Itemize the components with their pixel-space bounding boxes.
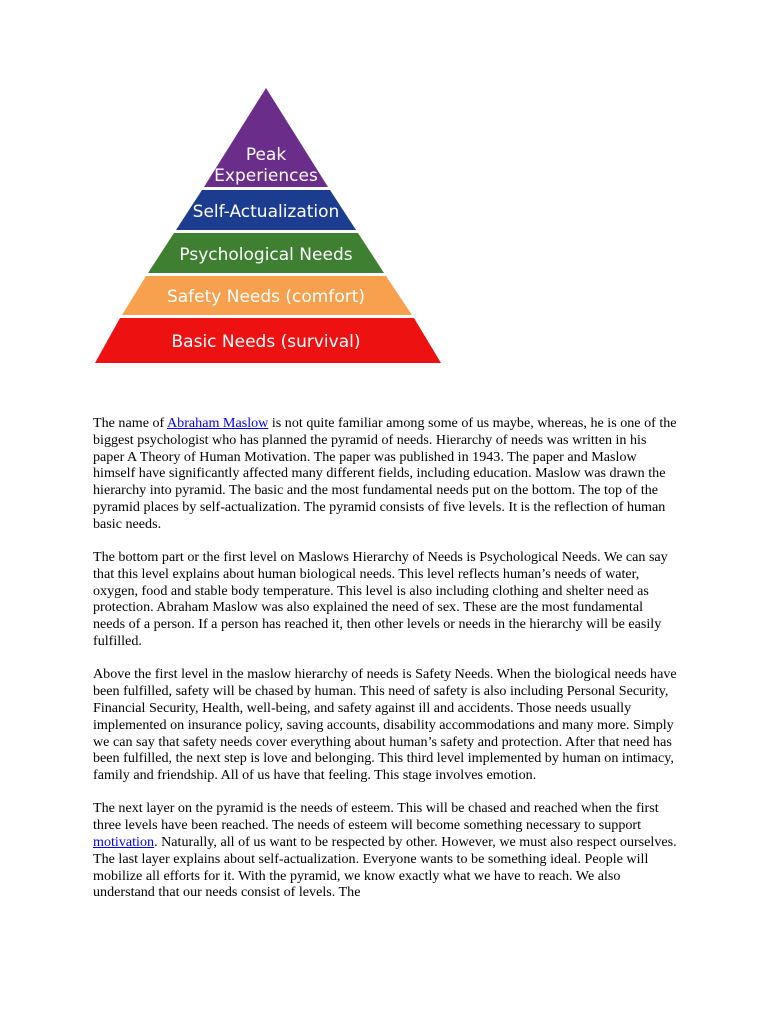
paragraph-intro: [93, 415, 678, 533]
pyramid-label-basic: Basic Needs (survival): [171, 332, 361, 352]
paragraph-psychological-needs: The bottom part or the first level on Maslows Hierarchy of Needs is Psychological Needs. We can say that this level explains about human biological needs. This level reflects human’s needs of water, oxygen, food and stable body temperature. This level is also including clothing and shelter need as protection. Abraham Maslow was also explained the need of sex. These are the most fundamental needs of a person. If a person has reached it, then other levels or needs in the hierarchy will be easily fulfilled.: [93, 549, 668, 650]
pyramid-label-safety: Safety Needs (comfort): [166, 287, 366, 307]
motivation-link[interactable]: motivation: [93, 834, 155, 851]
pyramid-label-peak-line2: Experiences: [214, 166, 318, 186]
abraham-maslow-link[interactable]: Abraham Maslow: [166, 415, 269, 431]
pyramid-label-peak-line1: Peak: [245, 145, 287, 165]
pyramid-label-self-actualization: Self-Actualization: [192, 202, 340, 222]
pyramid-svg: [94, 86, 444, 366]
paragraph-esteem-needs: [93, 800, 678, 901]
paragraph-intro-before: The name of: [93, 415, 167, 431]
article-body: [93, 415, 678, 918]
paragraph-intro-after: is not quite familiar among some of us maybe, whereas, he is one of the biggest psychologist who has planned the pyramid of needs. Hierarchy of needs was written in his paper A Theory of Human Motivation. The paper was published in 1943. The paper and Maslow himself have significantly affected many different fields, including education. Maslow was drawn the hierarchy into pyramid. The basic and the most fundamental needs put on the bottom. The top of the pyramid places by self-actualization. The pyramid consists of five levels. It is the reflection of human basic needs.: [93, 415, 677, 532]
maslow-pyramid-figure: [94, 86, 444, 366]
paragraph-esteem-before: The next layer on the pyramid is the needs of esteem. This will be chased and reached when the first three levels have been reached. The needs of esteem will become something necessary to support: [93, 800, 659, 834]
pyramid-label-psychological: Psychological Needs: [179, 245, 353, 265]
paragraph-esteem-after: . Naturally, all of us want to be respected by other. However, we must also respect ourselves. The last layer explains about self-actualization. Everyone wants to be something ideal. People will mobilize all efforts for it. With the pyramid, we know exactly what we have to reach. We also understand that our needs consist of levels. The: [93, 834, 677, 901]
paragraph-safety-needs: Above the first level in the maslow hierarchy of needs is Safety Needs. When the biological needs have been fulfilled, safety will be chased by human. This need of safety is also including Personal Security, Financial Security, Health, well-being, and safety against ill and accidents. Those needs usually implemented on insurance policy, saving accounts, disability accommodations and many more. Simply we can say that safety needs cover everything about human’s safety and protection. After that need has been fulfilled, the next step is love and belonging. This third level implemented by human on intimacy, family and friendship. All of us have that feeling. This stage involves emotion.: [93, 666, 677, 784]
